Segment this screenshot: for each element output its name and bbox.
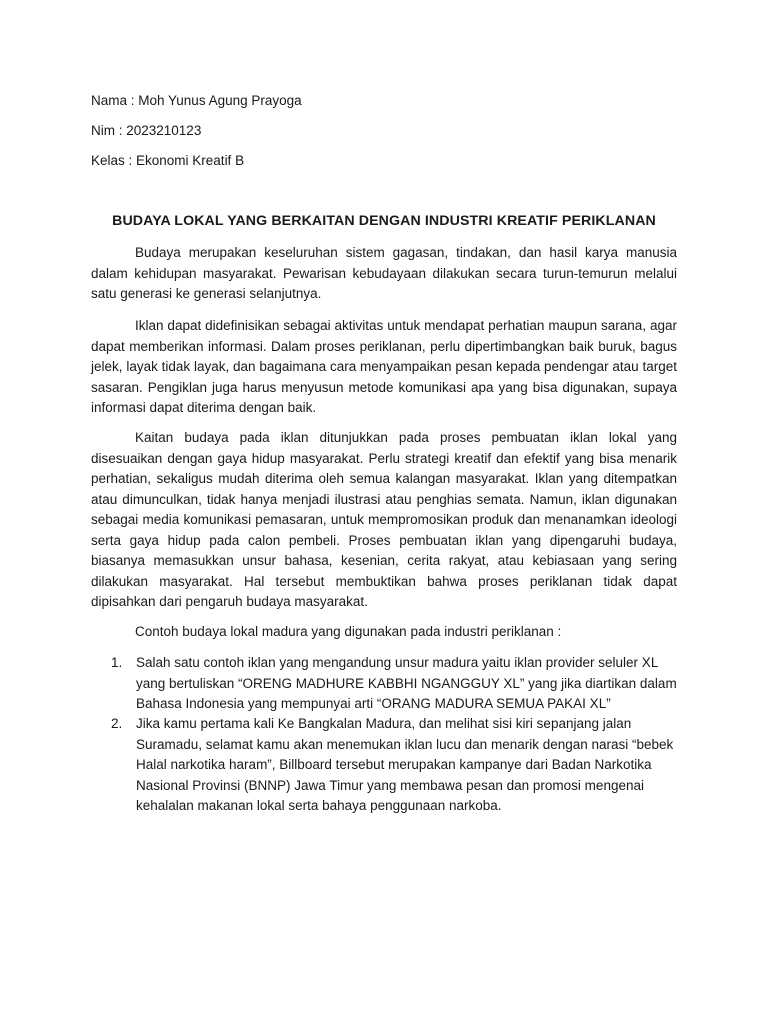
list-number: 1.: [111, 655, 123, 670]
paragraph-text: Contoh budaya lokal madura yang digunakan pada industri periklanan :: [135, 624, 562, 639]
paragraph-advertising-definition: [91, 316, 677, 419]
paragraph-text: Budaya merupakan keseluruhan sistem gagasan, tindakan, dan hasil karya manusia dalam kehidupan masyarakat. Pewarisan kebudayaan dilakukan secara turun-temurun melalui satu generasi ke generasi selanjutnya.: [91, 245, 677, 301]
numbered-list-item: [91, 653, 677, 715]
paragraph-text: Kaitan budaya pada iklan ditunjukkan pada proses pembuatan iklan lokal yang disesuaikan dengan gaya hidup masyarakat. Perlu strategi kreatif dan efektif yang bisa menarik perhatian, sekaligus mudah diterima oleh semua kalangan masyarakat. Iklan yang ditempatkan atau dimunculkan, tidak hanya menjadi ilustrasi atau penghias semata. Namun, iklan digunakan sebagai media komunikasi pemasaran, untuk mempromosikan produk dan menanamkan ideologi serta gaya hidup pada calon pembeli. Proses pembuatan iklan yang dipengaruhi budaya, biasanya memasukkan unsur bahasa, kesenian, cerita rakyat, atau kebiasaan yang sering dilakukan masyarakat. Hal tersebut membuktikan bahwa proses periklanan tidak dapat dipisahkan dari pengaruh budaya masyarakat.: [91, 430, 677, 609]
paragraph-examples-intro: [91, 622, 677, 643]
paragraph-text: Iklan dapat didefinisikan sebagai aktivitas untuk mendapat perhatian maupun sarana, agar dapat memberikan informasi. Dalam proses periklanan, perlu dipertimbangkan baik buruk, bagus jelek, layak tidak layak, dan bagaimana cara menyampaikan pesan kepada pendengar atau target sasaran. Pengiklan juga harus menyusun metode komunikasi apa yang bisa digunakan, supaya informasi dapat diterima dengan baik.: [91, 318, 677, 415]
numbered-list-item: [91, 714, 677, 817]
student-class: Kelas : Ekonomi Kreatif B: [91, 153, 245, 168]
document-title: BUDAYA LOKAL YANG BERKAITAN DENGAN INDUSTRI KREATIF PERIKLANAN: [112, 213, 656, 229]
student-name: Nama : Moh Yunus Agung Prayoga: [91, 93, 302, 108]
list-number: 2.: [111, 716, 123, 731]
list-item-text: Jika kamu pertama kali Ke Bangkalan Madura, dan melihat sisi kiri sepanjang jalan Suramadu, selamat kamu akan menemukan iklan lucu dan menarik dengan narasi “bebek Halal narkotika haram”, Billboard tersebut merupakan kampanye dari Badan Narkotika Nasional Provinsi (BNNP) Jawa Timur yang membawa pesan dan promosi mengenai kehalalan makanan lokal serta bahaya penggunaan narkoba.: [136, 716, 674, 813]
paragraph-culture-definition: [91, 243, 677, 305]
paragraph-culture-advertising-link: [91, 428, 677, 613]
student-id: Nim : 2023210123: [91, 123, 202, 138]
list-item-text: Salah satu contoh iklan yang mengandung unsur madura yaitu iklan provider seluler XL yang bertuliskan “ORENG MADHURE KABBHI NGANGGUY XL” yang jika diartikan dalam Bahasa Indonesia yang mempunyai arti “ORANG MADURA SEMUA PAKAI XL”: [136, 655, 677, 711]
